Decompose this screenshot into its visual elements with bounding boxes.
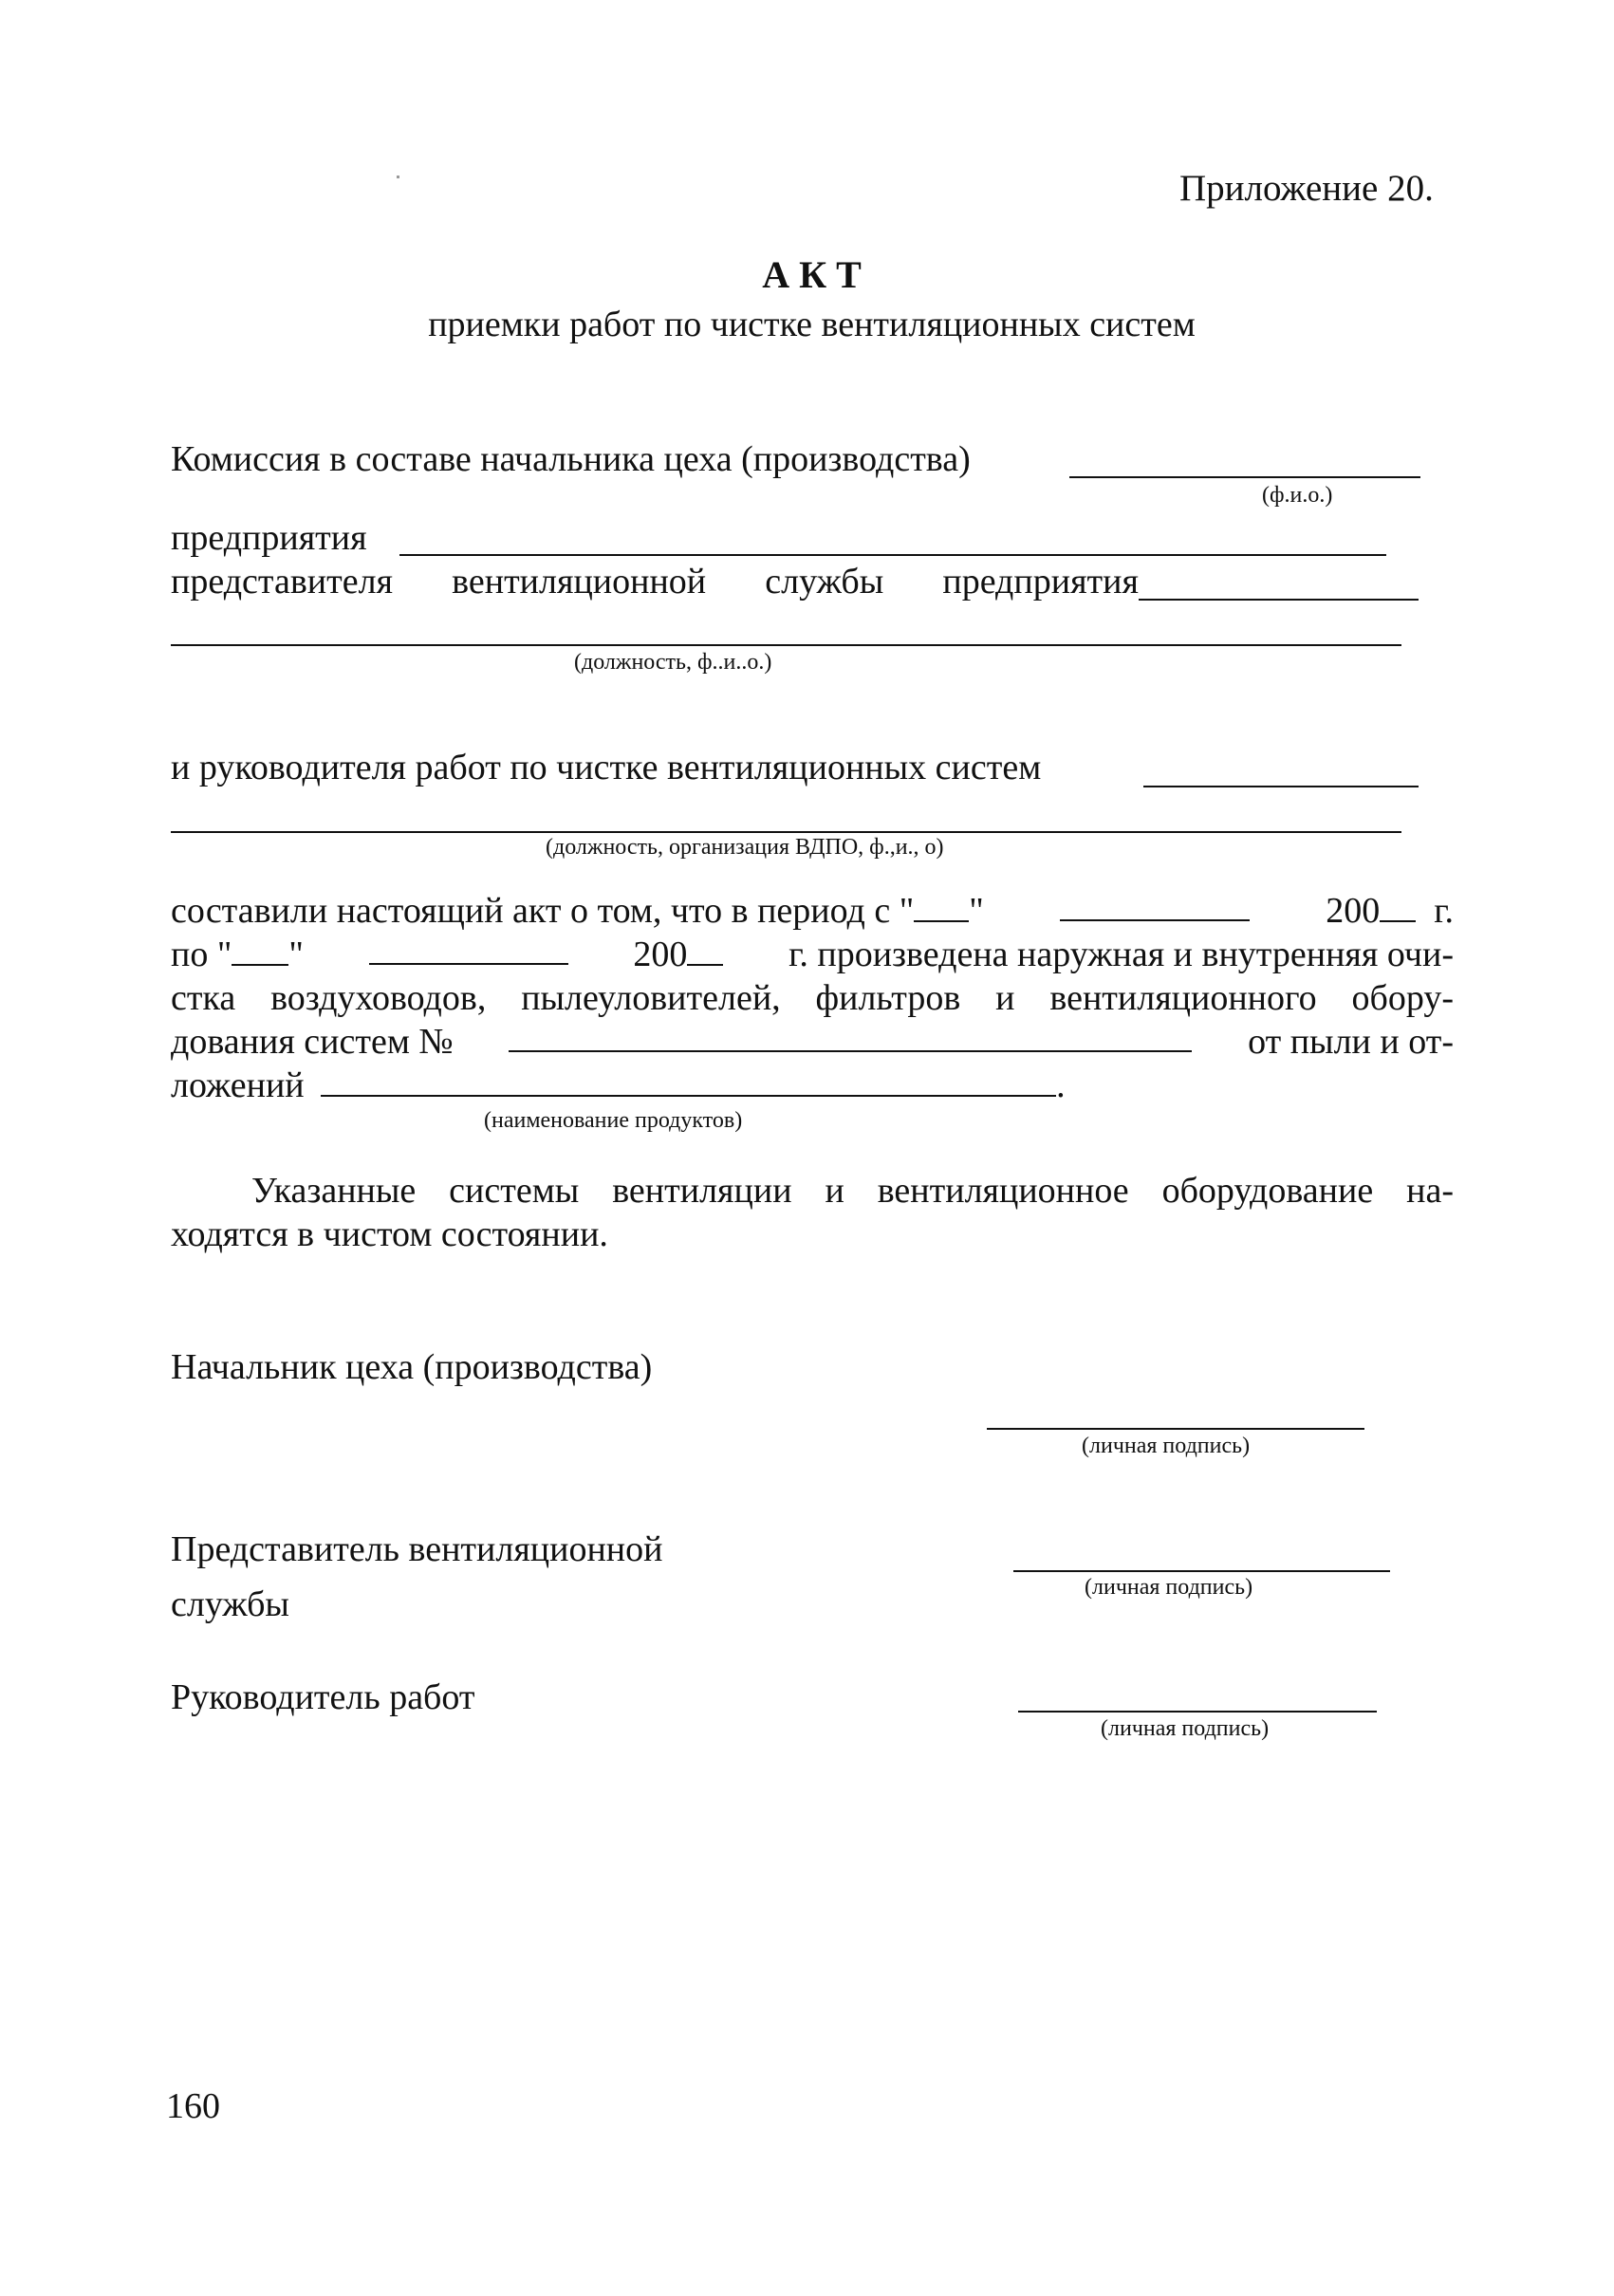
quote-close-2: " xyxy=(288,935,304,974)
scan-speck xyxy=(397,176,399,178)
quote-close: " xyxy=(969,891,984,931)
manager-signature-caption: (личная подпись) xyxy=(1101,1716,1270,1741)
from-year-blank[interactable] xyxy=(1380,890,1416,922)
to-day-blank[interactable] xyxy=(232,934,288,966)
manager-blank[interactable] xyxy=(1143,786,1419,787)
page-number: 160 xyxy=(166,2086,220,2126)
position-fio-blank[interactable] xyxy=(171,644,1401,646)
dust-text: от пыли и от- xyxy=(1248,1022,1454,1062)
year-suffix: г. xyxy=(1434,891,1454,931)
enterprise-blank[interactable] xyxy=(399,554,1386,556)
cleaning-text: г. произведена наружная и внутренняя очи- xyxy=(788,935,1454,974)
fio-blank[interactable] xyxy=(1069,476,1420,478)
period-line-1 xyxy=(171,889,1454,933)
manager-label: Руководитель работ xyxy=(171,1677,475,1717)
rep-label-line-1: Представитель вентиляционной xyxy=(171,1529,663,1569)
act-title: А К Т xyxy=(762,253,862,296)
caption-products: (наименование продуктов) xyxy=(484,1108,743,1133)
vent-service-blank[interactable] xyxy=(1139,599,1419,601)
caption-fio: (ф.и.о.) xyxy=(1262,483,1333,508)
to-year-blank[interactable] xyxy=(687,934,723,966)
word-ventilation: вентиляционной xyxy=(452,562,707,602)
period-line-3: стка воздуховодов, пылеуловителей, фильтров и вентиляционного обору- xyxy=(171,978,1454,1018)
rep-signature-line[interactable] xyxy=(1013,1570,1390,1572)
word-representative: представителя xyxy=(171,562,394,602)
to-year-prefix: 200 xyxy=(633,935,688,974)
act-subtitle: приемки работ по чистке вентиляционных систем xyxy=(428,305,1196,344)
chief-signature-caption: (личная подпись) xyxy=(1082,1434,1251,1458)
commission-line-1: Комиссия в составе начальника цеха (производства) xyxy=(171,439,971,479)
caption-org: (должность, организация ВДПО, ф.,и., о) xyxy=(546,835,944,860)
word-enterprise: предприятия xyxy=(942,562,1139,602)
from-month-blank[interactable] xyxy=(1060,889,1250,921)
deposits-text: ложений xyxy=(171,1065,305,1105)
period-to-text: по " xyxy=(171,935,232,974)
manager-signature-line[interactable] xyxy=(1018,1711,1377,1713)
chief-label: Начальник цеха (производства) xyxy=(171,1347,653,1387)
from-year-prefix: 200 xyxy=(1326,891,1381,931)
rep-label-line-2: службы xyxy=(171,1584,289,1624)
period-line-4 xyxy=(171,1020,1454,1064)
word-service: службы xyxy=(765,562,884,602)
commission-line-2: предприятия xyxy=(171,518,367,558)
org-fio-blank[interactable] xyxy=(171,831,1401,833)
systems-number-text: дования систем № xyxy=(171,1022,454,1062)
rep-signature-caption: (личная подпись) xyxy=(1085,1575,1253,1600)
appendix-label: Приложение 20. xyxy=(1179,168,1434,209)
caption-position-fio: (должность, ф..и..о.) xyxy=(574,650,772,675)
statement-line-2: ходятся в чистом состоянии. xyxy=(171,1214,608,1254)
commission-line-3 xyxy=(171,560,1139,603)
period-line-2 xyxy=(171,933,1454,976)
commission-line-4: и руководителя работ по чистке вентиляционных систем xyxy=(171,748,1042,787)
period-dot: . xyxy=(1056,1065,1066,1105)
period-from-text: составили настоящий акт о том, что в период с " xyxy=(171,891,915,931)
system-number-blank[interactable] xyxy=(509,1020,1192,1052)
to-month-blank[interactable] xyxy=(369,933,568,965)
chief-signature-line[interactable] xyxy=(987,1428,1364,1430)
statement-line-1: Указанные системы вентиляции и вентиляционное оборудование на- xyxy=(251,1171,1454,1211)
from-day-blank[interactable] xyxy=(914,890,969,922)
period-line-5 xyxy=(171,1064,1066,1107)
products-blank[interactable] xyxy=(321,1065,1056,1097)
